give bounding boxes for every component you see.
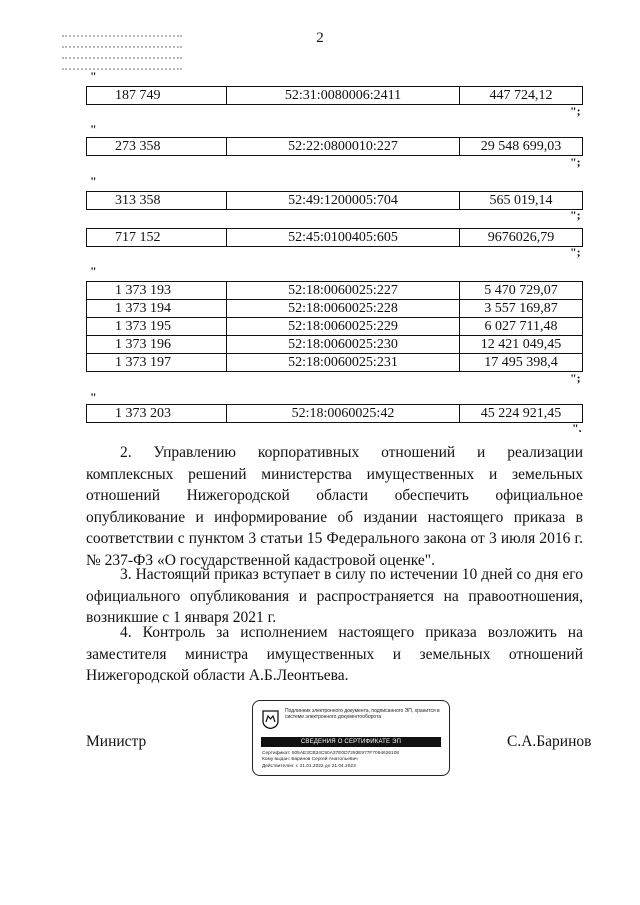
cell-value: 29 548 699,03 bbox=[460, 138, 583, 156]
stamp-certificate: Сертификат: 505AE3CB34C50A37E0D7293E977F7094626108 bbox=[262, 751, 400, 756]
stamp-header: Подлинник электронного документа, подписанного ЭП, хранится в системе электронного документооборота bbox=[285, 708, 440, 720]
quote-open: " bbox=[90, 264, 97, 278]
quote-open: " bbox=[90, 69, 97, 83]
cell-cadastral: 52:49:1200005:704 bbox=[227, 192, 460, 210]
cell-cadastral: 52:18:0060025:42 bbox=[227, 405, 460, 423]
cell-cadastral: 52:45:0100405:605 bbox=[227, 229, 460, 247]
cell-cadastral: 52:22:0800010:227 bbox=[227, 138, 460, 156]
quote-close: "; bbox=[570, 208, 581, 222]
table-row bbox=[86, 404, 583, 423]
cell-value: 9676026,79 bbox=[460, 229, 583, 247]
table-row bbox=[87, 318, 583, 336]
quote-close: "; bbox=[570, 245, 581, 259]
quote-close: "; bbox=[570, 371, 581, 385]
cell-value: 12 421 049,45 bbox=[460, 336, 583, 354]
cell-value: 5 470 729,07 bbox=[460, 282, 583, 300]
stamp-title: СВЕДЕНИЯ О СЕРТИФИКАТЕ ЭП bbox=[261, 737, 441, 747]
cell-value: 45 224 921,45 bbox=[460, 405, 583, 423]
cell-value: 3 557 169,87 bbox=[460, 300, 583, 318]
cell-value: 17 495 398,4 bbox=[460, 354, 583, 372]
stamp-info bbox=[262, 751, 442, 770]
page-number: 2 bbox=[316, 30, 324, 46]
table-row bbox=[87, 300, 583, 318]
paragraph-2 bbox=[86, 442, 583, 571]
paragraph-4 bbox=[86, 622, 583, 687]
cell-number: 273 358 bbox=[87, 138, 227, 156]
signer-name: С.А.Баринов bbox=[507, 733, 592, 750]
cell-cadastral: 52:31:0080006:2411 bbox=[227, 87, 460, 105]
signer-position: Министр bbox=[86, 733, 147, 750]
table-row bbox=[87, 282, 583, 300]
e-signature-stamp bbox=[252, 700, 450, 776]
paragraph-text: 2. Управлению корпоративных отношений и реализации комплексных решений министерства имущественных и земельных отношений Нижегородской области обеспечить официальное опубликование и информирование об издании настоящего приказа в соответствии с пунктом 3 статьи 15 Федерального закона от 3 июля 2016 г. № 237-ФЗ «О государственной кадастровой оценке". bbox=[86, 444, 583, 569]
coat-of-arms-icon bbox=[262, 710, 279, 729]
cell-number: 187 749 bbox=[87, 87, 227, 105]
cell-cadastral: 52:18:0060025:228 bbox=[227, 300, 460, 318]
cell-cadastral: 52:18:0060025:229 bbox=[227, 318, 460, 336]
stamp-valid: Действителен: с 21.01.2022 до 21.04.2023 bbox=[262, 763, 356, 769]
table-row bbox=[87, 354, 583, 372]
cell-number: 717 152 bbox=[87, 229, 227, 247]
paragraph-3 bbox=[86, 564, 583, 629]
quote-open: " bbox=[90, 122, 97, 136]
stamp-issued-to: Кому выдан: Баринов Сергей Анатольевич bbox=[262, 757, 358, 763]
quote-close-final: ". bbox=[572, 421, 582, 435]
cell-value: 6 027 711,48 bbox=[460, 318, 583, 336]
cell-number: 1 373 197 bbox=[87, 354, 227, 372]
cell-value: 447 724,12 bbox=[460, 87, 583, 105]
table-row bbox=[86, 86, 583, 105]
cell-number: 1 373 203 bbox=[87, 405, 227, 423]
quote-open: " bbox=[90, 174, 97, 188]
table-row bbox=[86, 228, 583, 247]
table-row bbox=[86, 191, 583, 210]
paragraph-text: 4. Контроль за исполнением настоящего приказа возложить на заместителя министра имущественных и земельных отношений Нижегородской области А.Б.Леонтьева. bbox=[86, 624, 583, 684]
cell-number: 1 373 195 bbox=[87, 318, 227, 336]
cell-number: 313 358 bbox=[87, 192, 227, 210]
cell-cadastral: 52:18:0060025:231 bbox=[227, 354, 460, 372]
faint-header-marks bbox=[62, 28, 182, 79]
cell-number: 1 373 194 bbox=[87, 300, 227, 318]
cell-value: 565 019,14 bbox=[460, 192, 583, 210]
table-row bbox=[86, 137, 583, 156]
cell-number: 1 373 193 bbox=[87, 282, 227, 300]
quote-close: "; bbox=[570, 104, 581, 118]
data-table bbox=[86, 281, 583, 372]
cell-cadastral: 52:18:0060025:230 bbox=[227, 336, 460, 354]
cell-cadastral: 52:18:0060025:227 bbox=[227, 282, 460, 300]
paragraph-text: 3. Настоящий приказ вступает в силу по истечении 10 дней со дня его официального опубликования и распространяется на правоотношения, возникшие с 1 января 2021 г. bbox=[86, 566, 583, 626]
quote-open: " bbox=[90, 390, 97, 404]
quote-close: "; bbox=[570, 155, 581, 169]
table-row bbox=[87, 336, 583, 354]
cell-number: 1 373 196 bbox=[87, 336, 227, 354]
